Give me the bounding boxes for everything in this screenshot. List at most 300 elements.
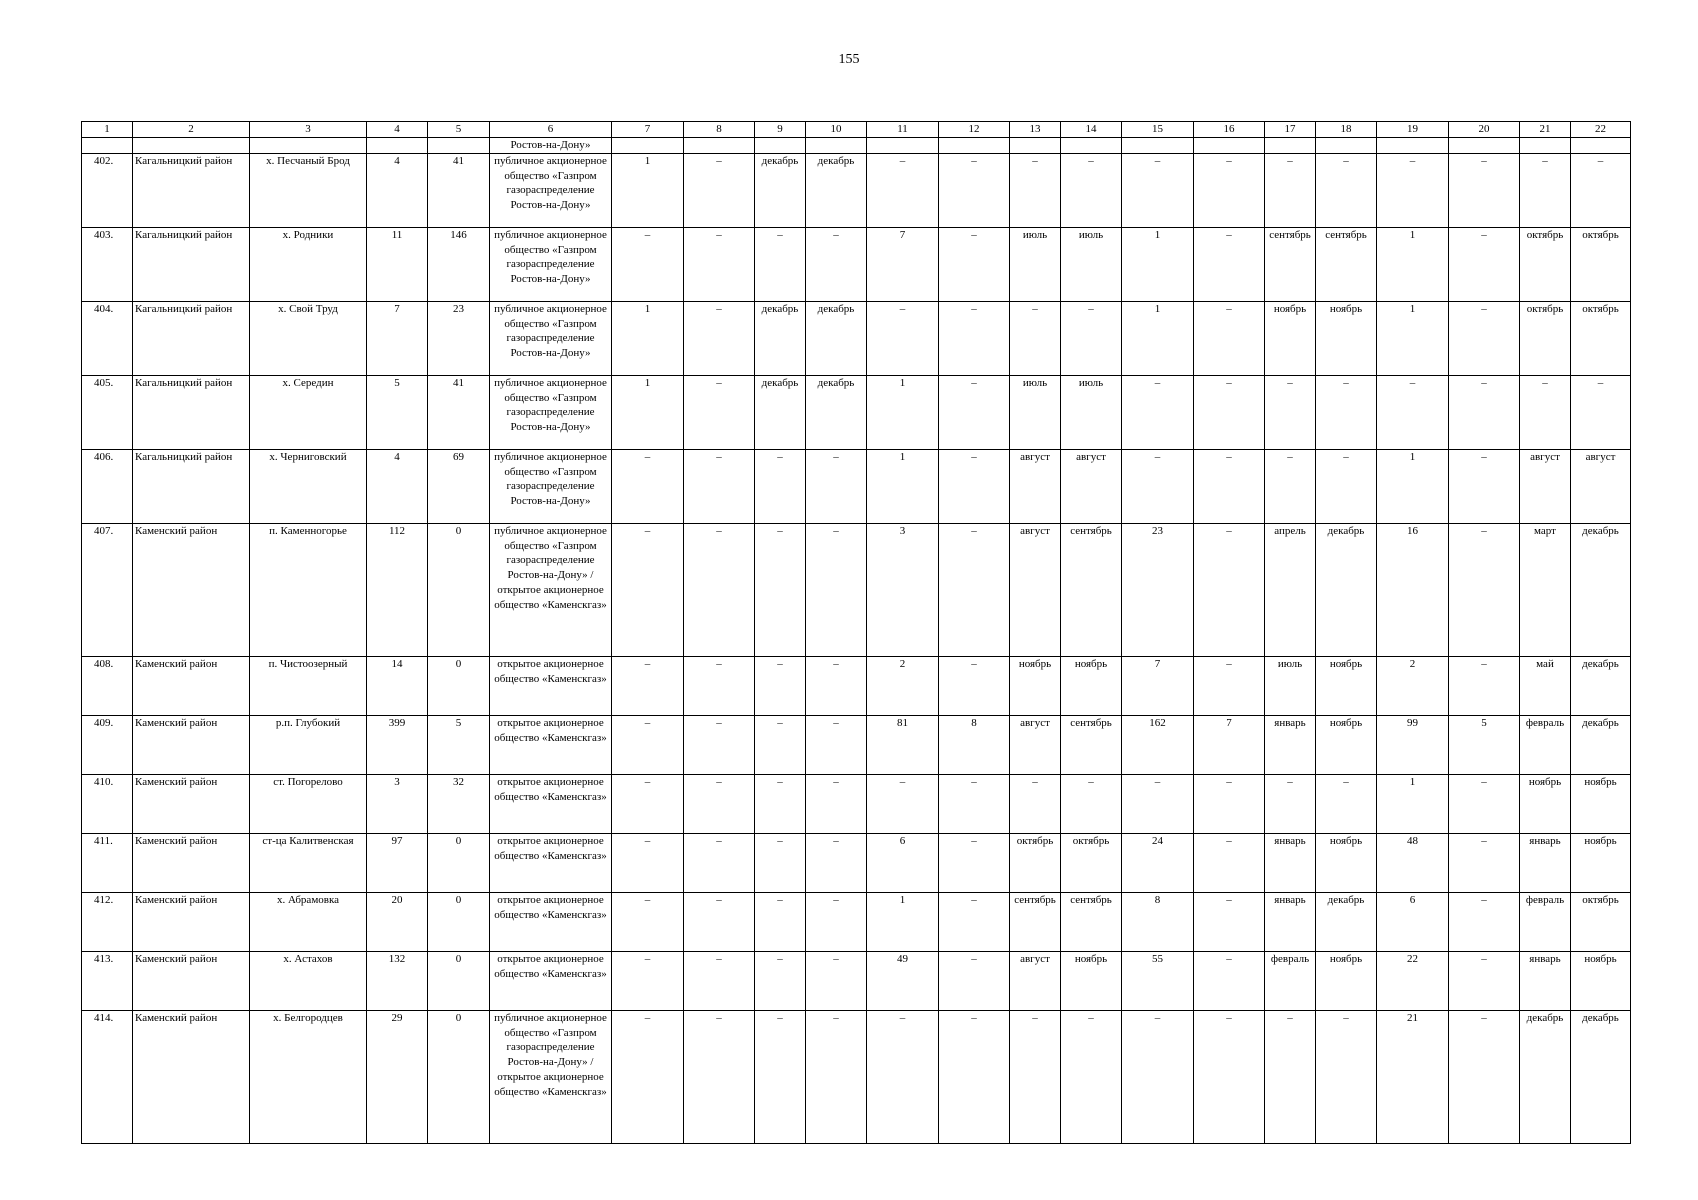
cell-col-17: ноябрь [1265, 302, 1316, 376]
column-number-12: 12 [939, 122, 1010, 138]
cell-col-17: – [1265, 450, 1316, 524]
cell-col-18: – [1316, 154, 1377, 228]
cell-col-19: 48 [1377, 834, 1449, 893]
cell-col-10: – [806, 524, 867, 657]
cell-col-5: 32 [428, 775, 490, 834]
cell-col-15: – [1122, 450, 1194, 524]
cell-col-7: – [612, 716, 684, 775]
cell-col-14: – [1061, 154, 1122, 228]
cell-col-21: октябрь [1520, 228, 1571, 302]
cell-col-2: Каменский район [133, 524, 250, 657]
cell-col-8: – [684, 657, 755, 716]
cell-col-15 [1122, 138, 1194, 154]
cell-col-13: август [1010, 716, 1061, 775]
cell-col-15: 1 [1122, 302, 1194, 376]
cell-col-1: 413. [82, 952, 133, 1011]
cell-col-4: 20 [367, 893, 428, 952]
column-number-10: 10 [806, 122, 867, 138]
cell-col-17: – [1265, 1011, 1316, 1144]
cell-col-11: 2 [867, 657, 939, 716]
cell-col-8: – [684, 376, 755, 450]
page-number: 155 [838, 52, 860, 67]
table-row [82, 657, 1631, 716]
cell-col-9: декабрь [755, 376, 806, 450]
cell-col-3: х. Песчаный Брод [250, 154, 367, 228]
cell-col-19 [1377, 138, 1449, 154]
cell-col-7: – [612, 834, 684, 893]
cell-col-6: публичное акционерное общество «Газпром газораспределение Ростов-на-Дону» [490, 450, 612, 524]
cell-col-10: – [806, 775, 867, 834]
cell-col-14 [1061, 138, 1122, 154]
cell-col-10: – [806, 1011, 867, 1144]
column-number-13: 13 [1010, 122, 1061, 138]
cell-col-2: Каменский район [133, 1011, 250, 1144]
cell-col-11 [867, 138, 939, 154]
cell-col-22: декабрь [1571, 716, 1631, 775]
cell-col-6: публичное акционерное общество «Газпром газораспределение Ростов-на-Дону» [490, 376, 612, 450]
cell-col-21: март [1520, 524, 1571, 657]
cell-col-14: – [1061, 775, 1122, 834]
cell-col-16: – [1194, 154, 1265, 228]
cell-col-8: – [684, 302, 755, 376]
cell-col-8: – [684, 154, 755, 228]
continuation-row [82, 138, 1631, 154]
table-row [82, 302, 1631, 376]
cell-col-12: – [939, 228, 1010, 302]
cell-col-20: – [1449, 775, 1520, 834]
cell-col-14: июль [1061, 376, 1122, 450]
cell-col-12: – [939, 893, 1010, 952]
cell-col-3 [250, 138, 367, 154]
table-row [82, 524, 1631, 657]
cell-col-19: 22 [1377, 952, 1449, 1011]
cell-col-7: – [612, 450, 684, 524]
cell-col-18: сентябрь [1316, 228, 1377, 302]
cell-col-16: – [1194, 893, 1265, 952]
cell-col-6: открытое акционерное общество «Каменскгаз» [490, 952, 612, 1011]
cell-col-15: 55 [1122, 952, 1194, 1011]
cell-col-4: 3 [367, 775, 428, 834]
cell-col-13: – [1010, 1011, 1061, 1144]
cell-col-5: 0 [428, 952, 490, 1011]
cell-col-9: – [755, 775, 806, 834]
cell-col-2: Кагальницкий район [133, 228, 250, 302]
cell-col-9: – [755, 834, 806, 893]
cell-col-14: сентябрь [1061, 716, 1122, 775]
cell-col-4: 7 [367, 302, 428, 376]
cell-col-19: 1 [1377, 228, 1449, 302]
cell-col-5: 146 [428, 228, 490, 302]
cell-col-21: ноябрь [1520, 775, 1571, 834]
cell-col-3: х. Белгородцев [250, 1011, 367, 1144]
cell-col-7: – [612, 775, 684, 834]
cell-col-15: – [1122, 154, 1194, 228]
column-number-14: 14 [1061, 122, 1122, 138]
cell-col-19: 21 [1377, 1011, 1449, 1144]
cell-col-16: – [1194, 834, 1265, 893]
cell-col-22: ноябрь [1571, 834, 1631, 893]
cell-col-22: октябрь [1571, 302, 1631, 376]
cell-col-2: Каменский район [133, 834, 250, 893]
cell-col-1: 408. [82, 657, 133, 716]
column-number-15: 15 [1122, 122, 1194, 138]
cell-col-18 [1316, 138, 1377, 154]
cell-col-3: п. Чистоозерный [250, 657, 367, 716]
cell-col-6: Ростов-на-Дону» [490, 138, 612, 154]
cell-col-21: май [1520, 657, 1571, 716]
column-number-1: 1 [82, 122, 133, 138]
cell-col-6: открытое акционерное общество «Каменскгаз» [490, 657, 612, 716]
cell-col-12 [939, 138, 1010, 154]
cell-col-17: – [1265, 154, 1316, 228]
cell-col-22: август [1571, 450, 1631, 524]
cell-col-8: – [684, 1011, 755, 1144]
cell-col-12: 8 [939, 716, 1010, 775]
cell-col-18: – [1316, 376, 1377, 450]
cell-col-11: – [867, 302, 939, 376]
cell-col-2: Кагальницкий район [133, 376, 250, 450]
cell-col-21: – [1520, 154, 1571, 228]
cell-col-3: р.п. Глубокий [250, 716, 367, 775]
cell-col-20: – [1449, 834, 1520, 893]
cell-col-5: 0 [428, 657, 490, 716]
cell-col-2: Каменский район [133, 952, 250, 1011]
cell-col-13 [1010, 138, 1061, 154]
cell-col-8: – [684, 952, 755, 1011]
cell-col-13: – [1010, 302, 1061, 376]
cell-col-22: октябрь [1571, 893, 1631, 952]
cell-col-22: декабрь [1571, 657, 1631, 716]
cell-col-12: – [939, 952, 1010, 1011]
cell-col-20: – [1449, 302, 1520, 376]
cell-col-18: ноябрь [1316, 302, 1377, 376]
cell-col-1: 406. [82, 450, 133, 524]
cell-col-15: 7 [1122, 657, 1194, 716]
cell-col-10: – [806, 450, 867, 524]
cell-col-11: 1 [867, 893, 939, 952]
table-row [82, 893, 1631, 952]
cell-col-9: – [755, 893, 806, 952]
cell-col-13: – [1010, 154, 1061, 228]
cell-col-3: х. Абрамовка [250, 893, 367, 952]
cell-col-3: ст-ца Калитвенская [250, 834, 367, 893]
cell-col-21: – [1520, 376, 1571, 450]
cell-col-17: – [1265, 376, 1316, 450]
cell-col-4: 4 [367, 154, 428, 228]
cell-col-14: сентябрь [1061, 524, 1122, 657]
cell-col-5: 5 [428, 716, 490, 775]
cell-col-9 [755, 138, 806, 154]
cell-col-1: 410. [82, 775, 133, 834]
column-number-7: 7 [612, 122, 684, 138]
cell-col-9: – [755, 952, 806, 1011]
cell-col-17: апрель [1265, 524, 1316, 657]
cell-col-1: 411. [82, 834, 133, 893]
cell-col-2: Каменский район [133, 716, 250, 775]
cell-col-8: – [684, 228, 755, 302]
cell-col-11: 81 [867, 716, 939, 775]
data-table [81, 121, 1631, 1144]
cell-col-22: ноябрь [1571, 952, 1631, 1011]
cell-col-8: – [684, 524, 755, 657]
cell-col-22: – [1571, 154, 1631, 228]
cell-col-9: декабрь [755, 302, 806, 376]
cell-col-4: 4 [367, 450, 428, 524]
column-number-4: 4 [367, 122, 428, 138]
cell-col-1: 404. [82, 302, 133, 376]
cell-col-4: 11 [367, 228, 428, 302]
cell-col-3: х. Черниговский [250, 450, 367, 524]
table-row [82, 834, 1631, 893]
cell-col-7: – [612, 524, 684, 657]
cell-col-21: январь [1520, 952, 1571, 1011]
cell-col-1: 412. [82, 893, 133, 952]
cell-col-15: 1 [1122, 228, 1194, 302]
cell-col-16: – [1194, 450, 1265, 524]
column-number-5: 5 [428, 122, 490, 138]
table-body [82, 122, 1631, 1144]
cell-col-16: – [1194, 228, 1265, 302]
cell-col-17: – [1265, 775, 1316, 834]
cell-col-22: октябрь [1571, 228, 1631, 302]
cell-col-17: январь [1265, 834, 1316, 893]
cell-col-1: 403. [82, 228, 133, 302]
cell-col-21: декабрь [1520, 1011, 1571, 1144]
column-number-2: 2 [133, 122, 250, 138]
cell-col-18: декабрь [1316, 893, 1377, 952]
cell-col-13: июль [1010, 228, 1061, 302]
cell-col-8 [684, 138, 755, 154]
cell-col-19: – [1377, 376, 1449, 450]
cell-col-22: ноябрь [1571, 775, 1631, 834]
cell-col-11: 49 [867, 952, 939, 1011]
cell-col-10: – [806, 893, 867, 952]
cell-col-15: 162 [1122, 716, 1194, 775]
table-row [82, 1011, 1631, 1144]
cell-col-18: декабрь [1316, 524, 1377, 657]
cell-col-14: ноябрь [1061, 657, 1122, 716]
cell-col-7 [612, 138, 684, 154]
cell-col-10 [806, 138, 867, 154]
cell-col-10: – [806, 834, 867, 893]
cell-col-5: 41 [428, 376, 490, 450]
cell-col-12: – [939, 834, 1010, 893]
cell-col-7: – [612, 893, 684, 952]
cell-col-17: сентябрь [1265, 228, 1316, 302]
cell-col-17 [1265, 138, 1316, 154]
cell-col-1: 402. [82, 154, 133, 228]
cell-col-17: январь [1265, 716, 1316, 775]
cell-col-2: Кагальницкий район [133, 450, 250, 524]
cell-col-5: 0 [428, 524, 490, 657]
cell-col-2: Каменский район [133, 893, 250, 952]
cell-col-2: Каменский район [133, 775, 250, 834]
cell-col-20: 5 [1449, 716, 1520, 775]
cell-col-8: – [684, 775, 755, 834]
cell-col-16: 7 [1194, 716, 1265, 775]
cell-col-18: – [1316, 1011, 1377, 1144]
cell-col-17: февраль [1265, 952, 1316, 1011]
cell-col-14: июль [1061, 228, 1122, 302]
cell-col-2: Каменский район [133, 657, 250, 716]
cell-col-7: – [612, 657, 684, 716]
cell-col-13: ноябрь [1010, 657, 1061, 716]
column-number-9: 9 [755, 122, 806, 138]
cell-col-20: – [1449, 952, 1520, 1011]
cell-col-6: открытое акционерное общество «Каменскгаз» [490, 834, 612, 893]
cell-col-7: – [612, 952, 684, 1011]
cell-col-5: 0 [428, 893, 490, 952]
cell-col-5: 0 [428, 834, 490, 893]
cell-col-22: – [1571, 376, 1631, 450]
cell-col-6: публичное акционерное общество «Газпром газораспределение Ростов-на-Дону» [490, 154, 612, 228]
table-row [82, 716, 1631, 775]
cell-col-21: февраль [1520, 716, 1571, 775]
cell-col-9: – [755, 716, 806, 775]
cell-col-20: – [1449, 376, 1520, 450]
cell-col-9: – [755, 1011, 806, 1144]
column-number-18: 18 [1316, 122, 1377, 138]
cell-col-20: – [1449, 524, 1520, 657]
cell-col-10: – [806, 228, 867, 302]
cell-col-4: 97 [367, 834, 428, 893]
cell-col-1: 405. [82, 376, 133, 450]
cell-col-22 [1571, 138, 1631, 154]
cell-col-7: 1 [612, 154, 684, 228]
cell-col-16 [1194, 138, 1265, 154]
cell-col-7: – [612, 1011, 684, 1144]
cell-col-15: 23 [1122, 524, 1194, 657]
cell-col-13: – [1010, 775, 1061, 834]
cell-col-8: – [684, 450, 755, 524]
cell-col-21: август [1520, 450, 1571, 524]
cell-col-9: – [755, 524, 806, 657]
cell-col-5: 41 [428, 154, 490, 228]
column-number-3: 3 [250, 122, 367, 138]
cell-col-11: – [867, 1011, 939, 1144]
cell-col-21: октябрь [1520, 302, 1571, 376]
cell-col-9: – [755, 450, 806, 524]
cell-col-3: ст. Погорелово [250, 775, 367, 834]
cell-col-14: сентябрь [1061, 893, 1122, 952]
cell-col-8: – [684, 716, 755, 775]
table-row [82, 952, 1631, 1011]
cell-col-1: 409. [82, 716, 133, 775]
cell-col-20: – [1449, 154, 1520, 228]
cell-col-15: – [1122, 376, 1194, 450]
column-number-19: 19 [1377, 122, 1449, 138]
cell-col-22: декабрь [1571, 524, 1631, 657]
cell-col-16: – [1194, 775, 1265, 834]
cell-col-19: 1 [1377, 775, 1449, 834]
cell-col-20: – [1449, 657, 1520, 716]
cell-col-14: август [1061, 450, 1122, 524]
cell-col-13: июль [1010, 376, 1061, 450]
cell-col-12: – [939, 775, 1010, 834]
cell-col-15: 8 [1122, 893, 1194, 952]
cell-col-18: ноябрь [1316, 952, 1377, 1011]
cell-col-16: – [1194, 952, 1265, 1011]
cell-col-6: открытое акционерное общество «Каменскгаз» [490, 775, 612, 834]
cell-col-11: 6 [867, 834, 939, 893]
cell-col-10: декабрь [806, 376, 867, 450]
column-number-11: 11 [867, 122, 939, 138]
cell-col-6: открытое акционерное общество «Каменскгаз» [490, 893, 612, 952]
cell-col-17: июль [1265, 657, 1316, 716]
cell-col-7: 1 [612, 376, 684, 450]
cell-col-4: 132 [367, 952, 428, 1011]
cell-col-2: Кагальницкий район [133, 154, 250, 228]
table-row [82, 775, 1631, 834]
cell-col-16: – [1194, 376, 1265, 450]
cell-col-14: ноябрь [1061, 952, 1122, 1011]
cell-col-18: – [1316, 775, 1377, 834]
cell-col-20 [1449, 138, 1520, 154]
cell-col-6: публичное акционерное общество «Газпром газораспределение Ростов-на-Дону» [490, 302, 612, 376]
cell-col-6: открытое акционерное общество «Каменскгаз» [490, 716, 612, 775]
cell-col-14: – [1061, 302, 1122, 376]
cell-col-1 [82, 138, 133, 154]
cell-col-10: декабрь [806, 302, 867, 376]
column-number-22: 22 [1571, 122, 1631, 138]
cell-col-12: – [939, 302, 1010, 376]
cell-col-15: – [1122, 1011, 1194, 1144]
cell-col-7: 1 [612, 302, 684, 376]
cell-col-9: – [755, 657, 806, 716]
cell-col-10: – [806, 716, 867, 775]
cell-col-20: – [1449, 893, 1520, 952]
cell-col-13: август [1010, 952, 1061, 1011]
cell-col-18: ноябрь [1316, 657, 1377, 716]
cell-col-19: 6 [1377, 893, 1449, 952]
cell-col-18: ноябрь [1316, 834, 1377, 893]
cell-col-21: февраль [1520, 893, 1571, 952]
cell-col-4: 112 [367, 524, 428, 657]
cell-col-18: ноябрь [1316, 716, 1377, 775]
cell-col-15: 24 [1122, 834, 1194, 893]
cell-col-12: – [939, 524, 1010, 657]
cell-col-5: 0 [428, 1011, 490, 1144]
cell-col-9: декабрь [755, 154, 806, 228]
column-number-16: 16 [1194, 122, 1265, 138]
header-row [82, 122, 1631, 138]
cell-col-12: – [939, 376, 1010, 450]
cell-col-13: август [1010, 450, 1061, 524]
table-row [82, 228, 1631, 302]
cell-col-19: 16 [1377, 524, 1449, 657]
cell-col-20: – [1449, 228, 1520, 302]
cell-col-21 [1520, 138, 1571, 154]
cell-col-4: 14 [367, 657, 428, 716]
cell-col-6: публичное акционерное общество «Газпром газораспределение Ростов-на-Дону» / открытое акционерное общество «Каменскгаз» [490, 524, 612, 657]
table-row [82, 450, 1631, 524]
cell-col-12: – [939, 1011, 1010, 1144]
cell-col-4: 29 [367, 1011, 428, 1144]
cell-col-5 [428, 138, 490, 154]
cell-col-11: 7 [867, 228, 939, 302]
cell-col-11: 3 [867, 524, 939, 657]
cell-col-3: х. Астахов [250, 952, 367, 1011]
cell-col-20: – [1449, 1011, 1520, 1144]
cell-col-14: – [1061, 1011, 1122, 1144]
cell-col-3: х. Середин [250, 376, 367, 450]
cell-col-8: – [684, 893, 755, 952]
cell-col-5: 23 [428, 302, 490, 376]
cell-col-1: 407. [82, 524, 133, 657]
cell-col-19: 1 [1377, 302, 1449, 376]
column-number-20: 20 [1449, 122, 1520, 138]
cell-col-3: п. Каменногорье [250, 524, 367, 657]
